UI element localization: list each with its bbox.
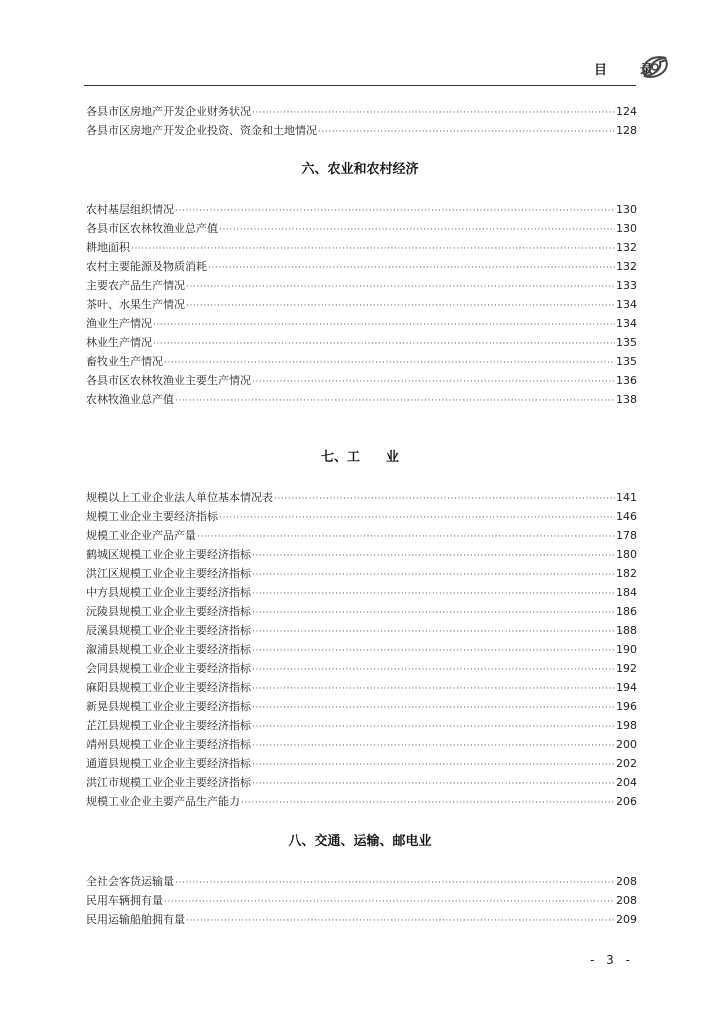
toc-entry[interactable]: 通道县规模工业企业主要经济指标 ····· 202 (86, 756, 637, 772)
toc-entry[interactable]: 民用运输船舶拥有量 ····· 209 (86, 912, 637, 928)
toc-entry[interactable]: 芷江县规模工业企业主要经济指标 ····· 198 (86, 718, 637, 734)
toc-entry[interactable]: 农林牧渔业总产值 ····· 138 (86, 392, 637, 408)
toc-entry[interactable]: 鹤城区规模工业企业主要经济指标 ····· 180 (86, 547, 637, 563)
toc-entry[interactable]: 规模工业企业主要经济指标 ····· 146 (86, 509, 637, 525)
toc-entry[interactable]: 规模工业企业产品产量 ····· 178 (86, 528, 637, 544)
section-heading: 八、交通、运输、邮电业 (288, 834, 432, 849)
toc-entry[interactable]: 全社会客货运输量 ····· 208 (86, 874, 637, 890)
toc-entry[interactable]: 规模以上工业企业法人单位基本情况表 ····· 141 (86, 490, 637, 506)
swirl-logo-icon (638, 52, 672, 82)
toc-entry[interactable]: 耕地面积 ····· 132 (86, 240, 637, 256)
toc-entry[interactable]: 茶叶、水果生产情况 ····· 134 (86, 297, 637, 313)
toc-entry[interactable]: 农村主要能源及物质消耗 ····· 132 (86, 259, 637, 275)
toc-entry[interactable]: 各县市区房地产开发企业财务状况 ····· 124 (86, 104, 637, 120)
toc-entry[interactable]: 新晃县规模工业企业主要经济指标 ····· 196 (86, 699, 637, 715)
page-header-title: 目 录 (594, 63, 664, 78)
toc-entry[interactable]: 沅陵县规模工业企业主要经济指标 ····· 186 (86, 604, 637, 620)
toc-entry[interactable]: 农村基层组织情况 ····· 130 (86, 202, 637, 218)
toc-entry[interactable]: 规模工业企业主要产品生产能力 ····· 206 (86, 794, 637, 810)
toc-entry[interactable]: 各县市区农林牧渔业总产值 ····· 130 (86, 221, 637, 237)
toc-entry[interactable]: 民用车辆拥有量 ····· 208 (86, 893, 637, 909)
toc-entry[interactable]: 洪江市规模工业企业主要经济指标 ····· 204 (86, 775, 637, 791)
toc-entry[interactable]: 靖州县规模工业企业主要经济指标 ····· 200 (86, 737, 637, 753)
section-heading: 六、农业和农村经济 (301, 162, 419, 177)
toc-entry[interactable]: 洪江区规模工业企业主要经济指标 ····· 182 (86, 566, 637, 582)
toc-entry[interactable]: 各县市区房地产开发企业投资、资金和土地情况 ····· 128 (86, 123, 637, 139)
toc-entry[interactable]: 中方县规模工业企业主要经济指标 ····· 184 (86, 585, 637, 601)
toc-entry[interactable]: 辰溪县规模工业企业主要经济指标 ····· 188 (86, 623, 637, 639)
toc-entry[interactable]: 溆浦县规模工业企业主要经济指标 ····· 190 (86, 642, 637, 658)
toc-entry[interactable]: 渔业生产情况 ····· 134 (86, 316, 637, 332)
toc-entry[interactable]: 主要农产品生产情况 ····· 133 (86, 278, 637, 294)
section-heading: 七、工 业 (320, 450, 399, 465)
header-rule (84, 85, 636, 86)
toc-entry[interactable]: 麻阳县规模工业企业主要经济指标 ····· 194 (86, 680, 637, 696)
toc-entry[interactable]: 林业生产情况 ····· 135 (86, 335, 637, 351)
page-number: - 3 - (590, 953, 634, 967)
toc-entry[interactable]: 各县市区农林牧渔业主要生产情况 ····· 136 (86, 373, 637, 389)
toc-entry[interactable]: 会同县规模工业企业主要经济指标 ····· 192 (86, 661, 637, 677)
toc-entry[interactable]: 畜牧业生产情况 ····· 135 (86, 354, 637, 370)
